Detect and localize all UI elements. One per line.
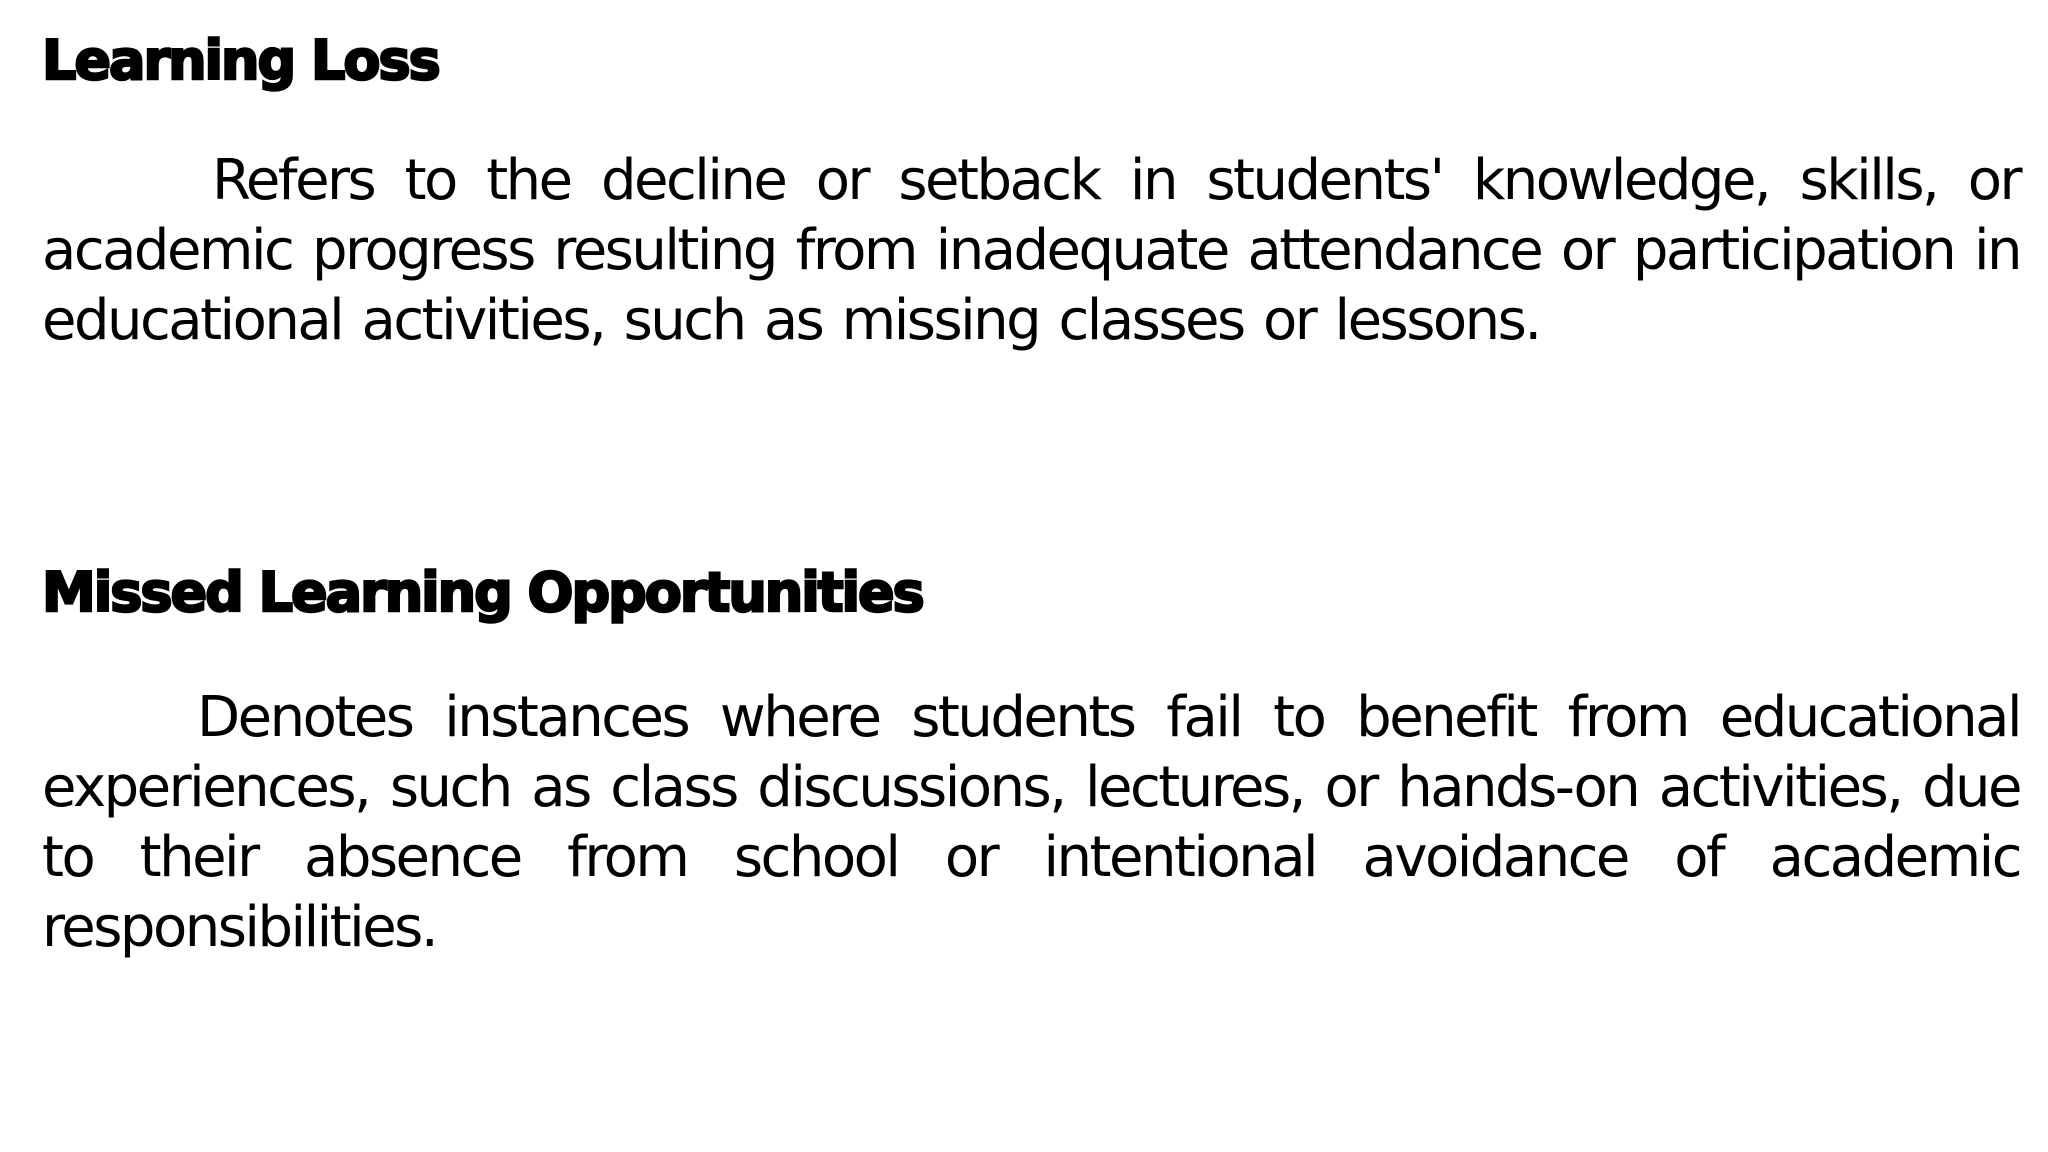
document-page: [42, 0, 2020, 1152]
section-heading: Learning Loss: [42, 29, 439, 92]
section-heading: Missed Learning Opportunities: [42, 561, 923, 624]
section-definition: Refers to the decline or setback in students' knowledge, skills, or academic progress resulting from inadequate attendance or participation in educational activities, such as missing classes or lessons.: [42, 148, 2020, 353]
section-missed-learning-opportunities: [42, 558, 2020, 963]
section-definition: Denotes instances where students fail to benefit from educational experiences, such as class discussions, lectures, or hands-on activities, due to their absence from school or intentional avoidance of academic responsibilities.: [42, 685, 2020, 960]
section-learning-loss: [42, 26, 2020, 356]
